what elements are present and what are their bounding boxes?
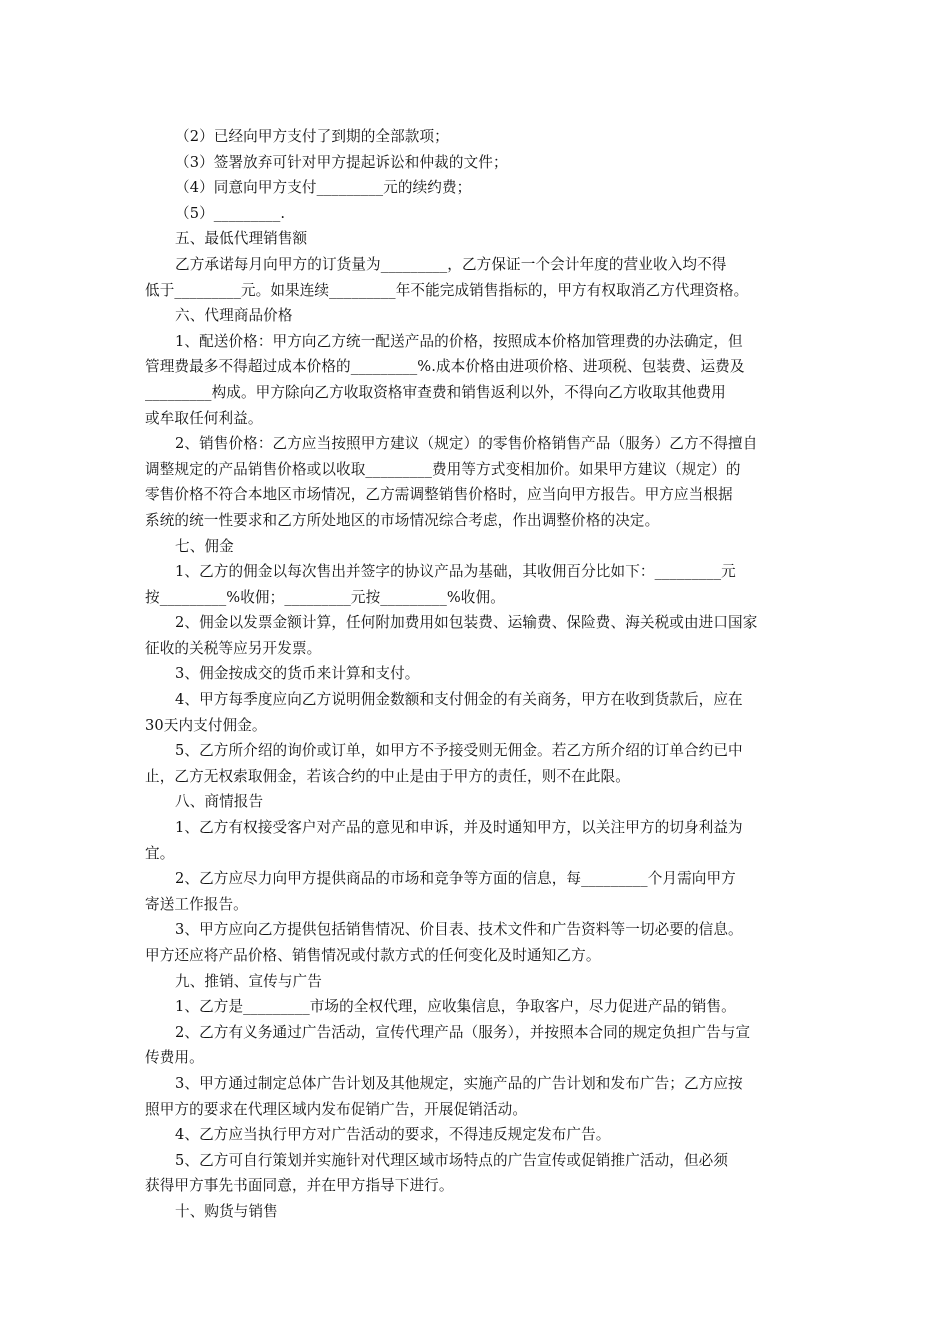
document-line: 1、乙方有权接受客户对产品的意见和申诉，并及时通知甲方，以关注甲方的切身利益为: [175, 819, 743, 837]
document-line: _________构成。甲方除向乙方收取资格审查费和销售返利以外，不得向乙方收取其他费用: [145, 383, 726, 401]
document-line: 征收的关税等应另开发票。: [145, 639, 322, 657]
document-line: 九、推销、宣传与广告: [175, 972, 322, 990]
document-line: （4）同意向甲方支付_________元的续约费；: [175, 179, 472, 197]
document-line: 系统的统一性要求和乙方所处地区的市场情况综合考虑，作出调整价格的决定。: [145, 511, 660, 529]
document-line: 乙方承诺每月向甲方的订货量为_________，乙方保证一个会计年度的营业收入均不得: [175, 255, 727, 273]
document-line: 宜。: [145, 844, 175, 862]
document-line: 4、乙方应当执行甲方对广告活动的要求，不得违反规定发布广告。: [175, 1126, 611, 1144]
document-line: 2、乙方有义务通过广告活动，宣传代理产品（服务），并按照本合同的规定负担广告与宣: [175, 1023, 751, 1041]
document-line: 零售价格不符合本地区市场情况，乙方需调整销售价格时，应当向甲方报告。甲方应当根据: [145, 486, 733, 504]
document-line: 1、乙方是_________市场的全权代理，应收集信息，争取客户，尽力促进产品的销售。: [175, 998, 736, 1016]
document-line: 低于_________元。如果连续_________年不能完成销售指标的，甲方有权取消乙方代理资格。: [145, 281, 749, 299]
document-line: 六、代理商品价格: [175, 307, 293, 325]
document-line: 十、购货与销售: [175, 1202, 278, 1220]
document-line: （5）_________.: [175, 204, 286, 222]
document-line: 按_________%收佣；_________元按_________%收佣。: [145, 588, 505, 606]
document-line: （2）已经向甲方支付了到期的全部款项；: [175, 128, 449, 145]
document-line: 3、甲方应向乙方提供包括销售情况、价目表、技术文件和广告资料等一切必要的信息。: [175, 921, 743, 939]
document-line: 2、销售价格：乙方应当按照甲方建议（规定）的零售价格销售产品（服务）乙方不得擅自: [175, 435, 758, 453]
document-line: 3、甲方通过制定总体广告计划及其他规定，实施产品的广告计划和发布广告；乙方应按: [175, 1074, 743, 1092]
document-line: （3）签署放弃可针对甲方提起诉讼和仲裁的文件；: [175, 153, 508, 171]
document-line: 七、佣金: [175, 537, 234, 555]
document-line: 5、乙方可自行策划并实施针对代理区域市场特点的广告宣传或促销推广活动，但必须: [175, 1151, 729, 1169]
document-line: 传费用。: [145, 1049, 204, 1067]
document-line: 管理费最多不得超过成本价格的_________%.成本价格由进项价格、进项税、包装费、运费及: [145, 358, 745, 376]
document-line: 1、配送价格：甲方向乙方统一配送产品的价格，按照成本价格加管理费的办法确定，但: [175, 332, 743, 350]
document-line: 调整规定的产品销售价格或以收取_________费用等方式变相加价。如果甲方建议（规定）的: [145, 460, 741, 478]
document-line: 五、最低代理销售额: [175, 230, 308, 248]
document-line: 或牟取任何利益。: [145, 409, 263, 427]
document-line: 5、乙方所介绍的询价或订单，如甲方不予接受则无佣金。若乙方所介绍的订单合约已中: [175, 742, 743, 760]
document-line: 4、甲方每季度应向乙方说明佣金数额和支付佣金的有关商务，甲方在收到货款后，应在: [175, 691, 743, 709]
document-line: 止，乙方无权索取佣金，若该合约的中止是由于甲方的责任，则不在此限。: [145, 767, 630, 785]
document-line: 2、佣金以发票金额计算，任何附加费用如包装费、运输费、保险费、海关税或由进口国家: [175, 614, 758, 632]
document-line: 寄送工作报告。: [145, 895, 248, 913]
document-line: 八、商情报告: [175, 793, 264, 811]
document-line: 甲方还应将产品价格、销售情况或付款方式的任何变化及时通知乙方。: [145, 947, 601, 964]
document-body: [145, 124, 810, 1225]
document-line: 2、乙方应尽力向甲方提供商品的市场和竞争等方面的信息，每_________个月需向甲方: [175, 870, 736, 888]
document-line: 获得甲方事先书面同意，并在甲方指导下进行。: [145, 1177, 454, 1195]
document-line: 1、乙方的佣金以每次售出并签字的协议产品为基础，其收佣百分比如下：_________元: [175, 563, 736, 581]
document-line: 3、佣金按成交的货币来计算和支付。: [175, 665, 420, 683]
document-line: 30天内支付佣金。: [145, 716, 267, 734]
document-line: 照甲方的要求在代理区域内发布促销广告，开展促销活动。: [145, 1100, 528, 1118]
